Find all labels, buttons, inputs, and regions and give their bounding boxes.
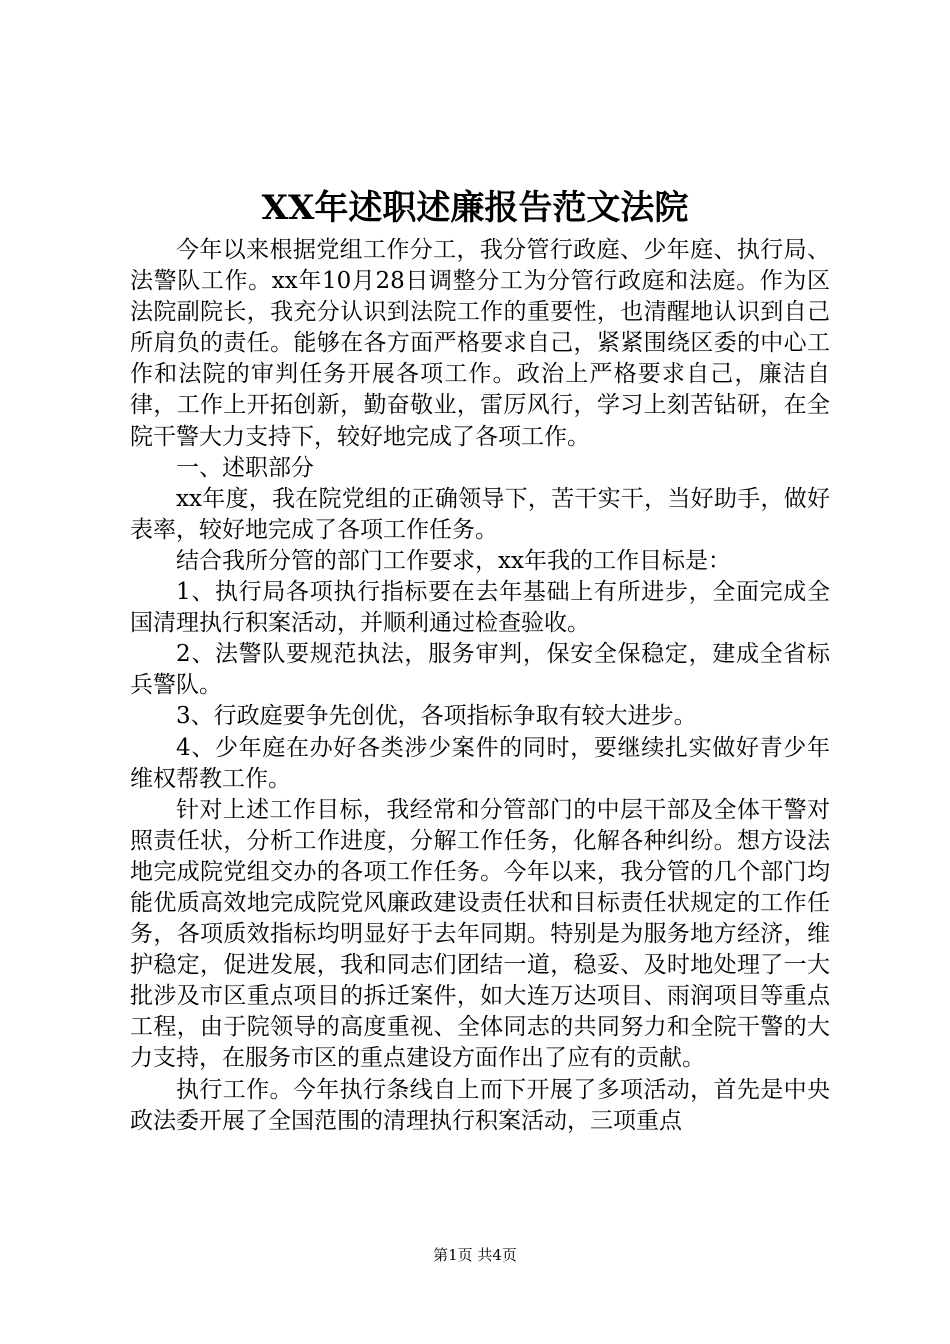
list-item: 3、行政庭要争先创优，各项指标争取有较大进步。 [176,703,697,730]
paragraph: xx年度，我在院党组的正确领导下，苦干实干，当好助手，做好表率，较好地完成了各项工作任务。 [130,485,830,543]
list-item: 1、执行局各项执行指标要在去年基础上有所进步，全面完成全国清理执行积案活动，并顺利通过检查验收。 [130,579,830,637]
list-item: 4、少年庭在办好各类涉少案件的同时，要继续扎实做好青少年维权帮教工作。 [130,734,830,792]
list-item: 2、法警队要规范执法，服务审判，保安全保稳定，建成全省标兵警队。 [130,641,830,699]
paragraph: 执行工作。今年执行条线自上而下开展了多项活动，首先是中央政法委开展了全国范围的清理执行积案活动，三项重点 [130,1076,830,1134]
page-title: XX年述职述廉报告范文法院 [261,188,689,228]
document-body [130,235,830,1137]
paragraph: 结合我所分管的部门工作要求，xx年我的工作目标是： [176,547,731,574]
paragraph: 针对上述工作目标，我经常和分管部门的中层干部及全体干警对照责任状，分析工作进度，分解工作任务，化解各种纠纷。想方设法地完成院党组交办的各项工作任务。今年以来，我分管的几个部门均能优质高效地完成院党风廉政建设责任状和目标责任状规定的工作任务，各项质效指标均明显好于去年同期。特别是为服务地方经济，维护稳定，促进发展，我和同志们团结一道，稳妥、及时地处理了一大批涉及市区重点项目的拆迁案件，如大连万达项目、雨润项目等重点工程，由于院领导的高度重视、全体同志的共同努力和全院干警的大力支持，在服务市区的重点建设方面作出了应有的贡献。 [130,796,830,1072]
section-heading: 一、述职部分 [176,454,314,481]
page-footer: 第1页 共4页 [433,1246,517,1264]
paragraph: 今年以来根据党组工作分工，我分管行政庭、少年庭、执行局、法警队工作。xx年10月28日调整分工为分管行政庭和法庭。作为区法院副院长，我充分认识到法院工作的重要性，也清醒地认识到自己所肩负的责任。能够在各方面严格要求自己，紧紧围绕区委的中心工作和法院的审判任务开展各项工作。政治上严格要求自己，廉洁自律，工作上开拓创新，勤奋敬业，雷厉风行，学习上刻苦钻研，在全院干警大力支持下，较好地完成了各项工作。 [130,237,830,450]
